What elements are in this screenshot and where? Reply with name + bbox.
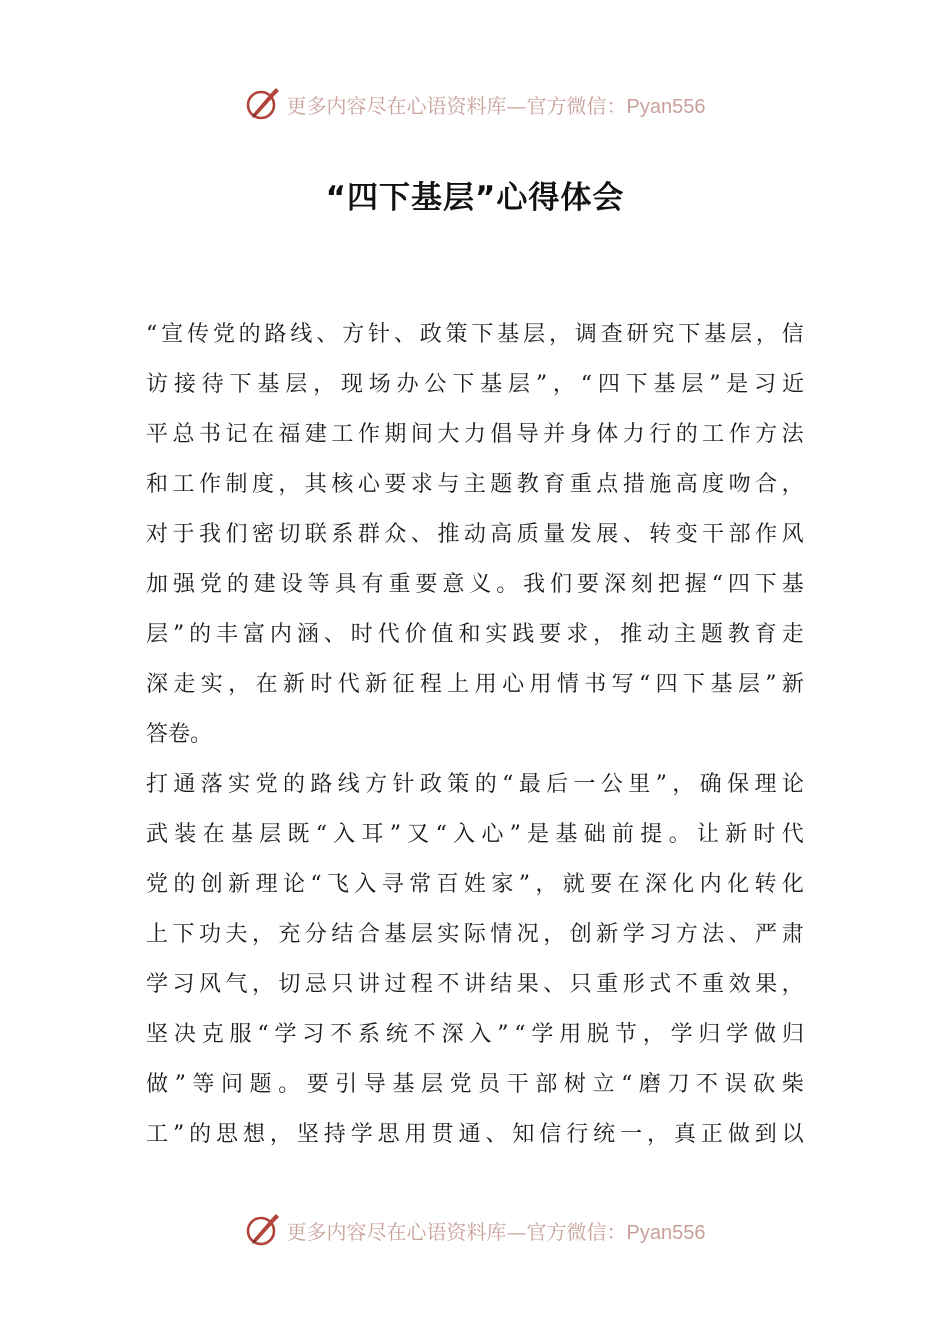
pen-logo-icon [245, 1212, 281, 1248]
pen-logo-icon [245, 86, 281, 122]
body-line: 党 的 创 新 理 论 “ 飞 入 寻 常 百 姓 家 ” ， 就 要 在 深 化 内 化 转 化 [146, 872, 804, 897]
banner-text [287, 90, 706, 119]
document-title: “四下基层”心得体会 [325, 180, 625, 216]
banner-text [287, 1216, 706, 1245]
body-line: 深 走 实 ， 在 新 时 代 新 征 程 上 用 心 用 情 书 写 “ 四 下 基 层 ” 新 [146, 672, 804, 697]
body-line: 武 装 在 基 层 既 “ 入 耳 ” 又 “ 入 心 ” 是 基 础 前 提 。 让 新 时 代 [146, 822, 804, 847]
wechat-id: Pyan556 [626, 1221, 706, 1244]
body-line: 平 总 书 记 在 福 建 工 作 期 间 大 力 倡 导 并 身 体 力 行 的 工 作 方 法 [146, 422, 804, 447]
body-line: 对 于 我 们 密 切 联 系 群 众 、 推 动 高 质 量 发 展 、 转 变 干 部 作 风 [146, 522, 804, 547]
body-line: 坚 决 克 服 “ 学 习 不 系 统 不 深 入 ” “ 学 用 脱 节 ， 学 归 学 做 归 [146, 1022, 804, 1047]
body-line: 工 ” 的 思 想 ， 坚 持 学 思 用 贯 通 、 知 信 行 统 一 ， 真 正 做 到 以 [146, 1122, 804, 1147]
banner-label: 更多内容尽在心语资料库—官方微信： [286, 1219, 627, 1244]
body-line: 学 习 风 气 ， 切 忌 只 讲 过 程 不 讲 结 果 、 只 重 形 式 不 重 效 果 ， [146, 972, 804, 997]
body-line: “ 宣 传 党 的 路 线 、 方 针 、 政 策 下 基 层 ， 调 查 研 究 下 基 层 ， 信 [146, 322, 804, 347]
footer-banner [0, 1210, 950, 1250]
header-banner [0, 84, 950, 124]
body-line: 答 卷 。 [146, 722, 213, 747]
body-line: 访 接 待 下 基 层 ， 现 场 办 公 下 基 层 ” ， “ 四 下 基 层 ” 是 习 近 [146, 372, 804, 397]
body-line: 上 下 功 夫 ， 充 分 结 合 基 层 实 际 情 况 ， 创 新 学 习 方 法 、 严 肃 [146, 922, 804, 947]
wechat-id: Pyan556 [626, 95, 706, 118]
body-line: 和 工 作 制 度 ， 其 核 心 要 求 与 主 题 教 育 重 点 措 施 高 度 吻 合 ， [146, 472, 804, 497]
banner-label: 更多内容尽在心语资料库—官方微信： [286, 93, 627, 118]
body-line: 做 ” 等 问 题 。 要 引 导 基 层 党 员 干 部 树 立 “ 磨 刀 不 误 砍 柴 [146, 1072, 804, 1097]
document-body [146, 310, 804, 1160]
body-line: 打 通 落 实 党 的 路 线 方 针 政 策 的 “ 最 后 一 公 里 ” ， 确 保 理 论 [146, 772, 804, 797]
body-line: 层 ” 的 丰 富 内 涵 、 时 代 价 值 和 实 践 要 求 ， 推 动 主 题 教 育 走 [146, 622, 804, 647]
body-line: 加 强 党 的 建 设 等 具 有 重 要 意 义 。 我 们 要 深 刻 把 握 “ 四 下 基 [146, 572, 804, 597]
